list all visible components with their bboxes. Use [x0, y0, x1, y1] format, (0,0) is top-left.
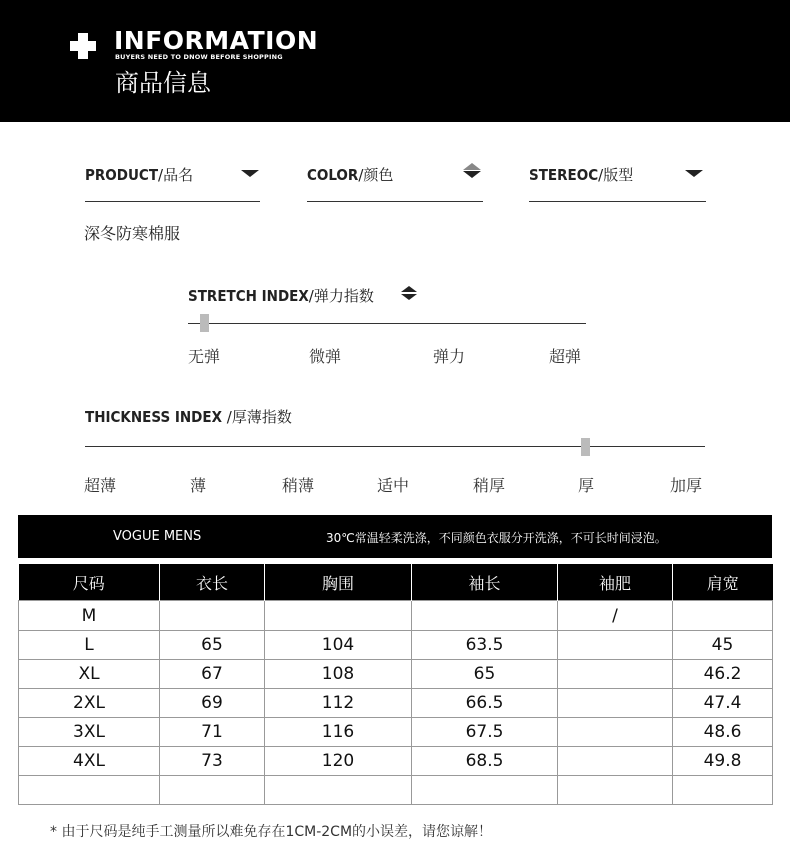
table-cell: 120 [265, 747, 412, 776]
header-banner [0, 0, 790, 122]
table-cell: 67.5 [412, 718, 558, 747]
table-cell: 112 [265, 689, 412, 718]
stretch-scale-line [188, 323, 586, 324]
color-label-en: COLOR [307, 166, 359, 184]
table-cell [412, 601, 558, 631]
table-cell: 104 [265, 631, 412, 660]
stretch-label-en: STRETCH INDEX [188, 287, 309, 305]
thickness-scale-marker[interactable] [581, 438, 590, 456]
table-row [19, 601, 773, 631]
table-row [19, 631, 773, 660]
table-row [19, 660, 773, 689]
stretch-level: 超弹 [549, 347, 582, 366]
table-cell: 73 [160, 747, 265, 776]
product-underline [85, 201, 260, 202]
triangle-up-icon [463, 163, 481, 170]
table-cell [673, 601, 773, 631]
thickness-level: 薄 [190, 476, 207, 495]
plus-icon-bar [70, 41, 96, 51]
header-subtitle: BUYERS NEED TO DNOW BEFORE SHOPPING [115, 53, 283, 61]
table-cell: 47.4 [673, 689, 773, 718]
table-cell [558, 660, 673, 689]
table-cell: L [19, 631, 160, 660]
table-cell [412, 776, 558, 805]
table-cell: 49.8 [673, 747, 773, 776]
table-cell: 48.6 [673, 718, 773, 747]
table-cell [558, 776, 673, 805]
table-cell [160, 601, 265, 631]
table-cell: 65 [160, 631, 265, 660]
stereoc-label-en: STEREOC [529, 166, 599, 184]
stereoc-underline [529, 201, 706, 202]
table-cell [265, 776, 412, 805]
stretch-label-cn: /弹力指数 [308, 287, 374, 305]
table-row [19, 776, 773, 805]
table-cell: 66.5 [412, 689, 558, 718]
color-label-cn: /颜色 [358, 166, 394, 184]
thickness-level: 加厚 [670, 476, 703, 495]
table-cell [19, 776, 160, 805]
header-title-cn: 商品信息 [115, 69, 211, 97]
product-label-cn: /品名 [158, 166, 194, 184]
header-cell: 胸围 [265, 564, 412, 601]
table-cell: 67 [160, 660, 265, 689]
thickness-level: 稍薄 [282, 476, 315, 495]
header-cell: 衣长 [160, 564, 265, 601]
stretch-index-label [188, 285, 374, 306]
care-bar-brand: VOGUE MENS [113, 529, 202, 544]
table-cell: 46.2 [673, 660, 773, 689]
table-cell: 63.5 [412, 631, 558, 660]
table-cell: 45 [673, 631, 773, 660]
table-cell [558, 747, 673, 776]
care-bar [18, 515, 772, 558]
table-cell [558, 718, 673, 747]
thickness-scale-line [85, 446, 705, 447]
product-label-en: PRODUCT [85, 166, 159, 184]
thickness-label-en: THICKNESS INDEX [85, 408, 222, 426]
table-cell [558, 689, 673, 718]
stretch-level: 无弹 [188, 347, 221, 366]
table-cell: 68.5 [412, 747, 558, 776]
thickness-level: 稍厚 [473, 476, 506, 495]
color-label [307, 164, 393, 185]
thickness-level: 厚 [578, 476, 595, 495]
table-cell: 69 [160, 689, 265, 718]
table-row [19, 689, 773, 718]
stereoc-label [529, 164, 633, 185]
table-cell: / [558, 601, 673, 631]
table-cell [558, 631, 673, 660]
table-cell [265, 601, 412, 631]
stereoc-label-cn: /版型 [598, 166, 634, 184]
header-cell: 尺码 [19, 564, 160, 601]
dropdown-arrow-icon[interactable] [685, 170, 703, 177]
stretch-scale-marker[interactable] [200, 314, 209, 332]
table-cell: 2XL [19, 689, 160, 718]
thickness-label-cn: /厚薄指数 [222, 408, 292, 426]
table-cell [160, 776, 265, 805]
table-cell: 3XL [19, 718, 160, 747]
thickness-level: 适中 [377, 476, 410, 495]
header-cell: 肩宽 [673, 564, 773, 601]
table-cell [673, 776, 773, 805]
footnote: * 由于尺码是纯手工测量所以难免存在1CM-2CM的小误差，请您谅解！ [50, 824, 493, 840]
table-cell: 4XL [19, 747, 160, 776]
thickness-index-label [85, 406, 292, 427]
table-cell: 71 [160, 718, 265, 747]
stretch-level: 微弹 [309, 347, 342, 366]
header-title: INFORMATION [114, 26, 319, 55]
table-cell: 116 [265, 718, 412, 747]
stretch-level: 弹力 [433, 347, 466, 366]
header-cell: 袖长 [412, 564, 558, 601]
dropdown-arrow-icon[interactable] [241, 170, 259, 177]
table-cell: 108 [265, 660, 412, 689]
diamond-up-icon [401, 286, 417, 292]
table-row [19, 718, 773, 747]
dropdown-arrow-icon[interactable] [463, 171, 481, 178]
care-bar-instructions: 30℃常温轻柔洗涤，不同颜色衣服分开洗涤，不可长时间浸泡。 [326, 531, 667, 545]
thickness-level: 超薄 [84, 476, 117, 495]
table-cell: 65 [412, 660, 558, 689]
product-label [85, 164, 193, 185]
table-row [19, 747, 773, 776]
diamond-down-icon [401, 294, 417, 300]
table-cell: M [19, 601, 160, 631]
header-cell: 袖肥 [558, 564, 673, 601]
size-table [18, 564, 773, 805]
product-value: 深冬防寒棉服 [84, 224, 181, 243]
size-table-header [19, 564, 773, 601]
table-cell: XL [19, 660, 160, 689]
color-underline [307, 201, 483, 202]
